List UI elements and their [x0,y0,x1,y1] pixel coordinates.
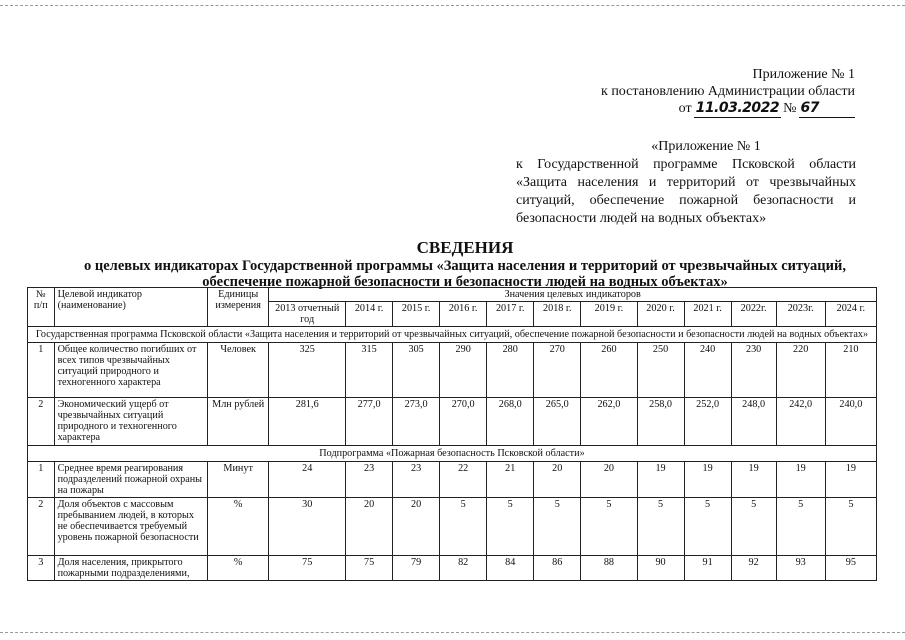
header-unit: Единицы измерения [207,288,268,327]
row-value: 24 [269,462,346,498]
row-value: 242,0 [776,398,825,446]
document-heading [60,238,870,290]
year-header: 2022г. [731,302,776,327]
row-unit: Человек [207,343,268,398]
row-value: 23 [346,462,393,498]
order-date-handwritten: 11.03.2022 [695,100,780,116]
row-number: 1 [28,462,55,498]
program-reference-block [516,138,856,228]
row-value: 92 [731,556,776,581]
row-value: 90 [637,556,684,581]
row-value: 230 [731,343,776,398]
year-header: 2023г. [776,302,825,327]
table-row [28,556,877,581]
appendix-decree-line: к постановлению Администрации области [601,84,855,99]
row-value: 248,0 [731,398,776,446]
row-value: 20 [346,498,393,556]
year-header: 2013 отчетный год [269,302,346,327]
indicators-table [27,287,877,581]
year-header: 2014 г. [346,302,393,327]
year-header: 2024 г. [825,302,876,327]
row-value: 20 [534,462,581,498]
row-number: 2 [28,398,55,446]
heading-title: СВЕДЕНИЯ [416,238,514,257]
row-value: 19 [731,462,776,498]
header-values: Значения целевых индикаторов [269,288,877,302]
row-value: 270 [534,343,581,398]
row-value: 325 [269,343,346,398]
table-row [28,343,877,398]
row-indicator: Доля объектов с массовым пребыванием людей, в которых не обеспечивается требуемый уровень пожарной безопасности [54,498,207,556]
row-value: 5 [440,498,487,556]
row-unit: % [207,556,268,581]
row-value: 220 [776,343,825,398]
row-value: 22 [440,462,487,498]
program-appendix-text: к Государственной программе Псковской области «Защита населения и территорий от чрезвычайных ситуаций, обеспечение пожарной безопасности и безопасности людей на водных объектах» [516,157,856,226]
year-header: 2021 г. [684,302,731,327]
row-value: 260 [581,343,637,398]
row-value: 5 [534,498,581,556]
table-row [28,462,877,498]
table-header-row [28,288,877,302]
row-indicator: Среднее время реагирования подразделений пожарной охраны на пожары [54,462,207,498]
row-value: 20 [581,462,637,498]
table-row [28,498,877,556]
row-value: 262,0 [581,398,637,446]
row-value: 5 [731,498,776,556]
row-value: 5 [487,498,534,556]
row-value: 19 [637,462,684,498]
order-prefix: от [678,101,692,116]
row-value: 30 [269,498,346,556]
row-number: 2 [28,498,55,556]
row-value: 268,0 [487,398,534,446]
header-number: № п/п [28,288,55,327]
year-header: 2018 г. [534,302,581,327]
program-appendix-title: «Приложение № 1 [651,139,761,154]
year-header: 2015 г. [393,302,440,327]
order-number-label: № [783,101,797,116]
row-unit: % [207,498,268,556]
order-line [601,100,855,118]
row-value: 240 [684,343,731,398]
year-header: 2019 г. [581,302,637,327]
row-value: 281,6 [269,398,346,446]
row-value: 258,0 [637,398,684,446]
row-value: 19 [684,462,731,498]
row-value: 5 [684,498,731,556]
row-value: 79 [393,556,440,581]
row-value: 5 [581,498,637,556]
row-unit: Минут [207,462,268,498]
row-value: 20 [393,498,440,556]
year-header: 2017 г. [487,302,534,327]
row-value: 19 [825,462,876,498]
row-value: 5 [776,498,825,556]
row-value: 93 [776,556,825,581]
row-value: 277,0 [346,398,393,446]
subprogram-section-row [28,446,877,462]
row-value: 21 [487,462,534,498]
year-header: 2020 г. [637,302,684,327]
heading-subtitle: о целевых индикаторах Государственной программы «Защита населения и территорий от чрезвычайных ситуаций, обеспечение пожарной безопасности и безопасности людей на водных объектах» [84,258,846,290]
program-section-row [28,327,877,343]
row-value: 252,0 [684,398,731,446]
row-value: 19 [776,462,825,498]
subprogram-section-title: Подпрограмма «Пожарная безопасность Псковской области» [28,446,877,462]
row-indicator: Общее количество погибших от всех типов чрезвычайных ситуаций природного и техногенного характера [54,343,207,398]
row-value: 265,0 [534,398,581,446]
row-value: 315 [346,343,393,398]
scan-top-edge [0,0,905,6]
row-value: 273,0 [393,398,440,446]
appendix-title: Приложение № 1 [752,67,855,82]
row-value: 91 [684,556,731,581]
row-value: 210 [825,343,876,398]
row-value: 250 [637,343,684,398]
row-value: 5 [637,498,684,556]
table-row [28,398,877,446]
scan-bottom-edge [0,632,905,633]
row-value: 23 [393,462,440,498]
row-value: 5 [825,498,876,556]
row-value: 84 [487,556,534,581]
row-value: 270,0 [440,398,487,446]
row-indicator: Доля населения, прикрытого пожарными подразделениями, [54,556,207,581]
program-section-title: Государственная программа Псковской области «Защита населения и территорий от чрезвычайных ситуаций, обеспечение пожарной безопасности и безопасности людей на водных объектах» [28,327,877,343]
row-unit: Млн рублей [207,398,268,446]
order-number-handwritten: 67 [799,100,855,118]
header-indicator: Целевой индикатор (наименование) [54,288,207,327]
row-value: 75 [269,556,346,581]
row-number: 3 [28,556,55,581]
row-value: 95 [825,556,876,581]
row-value: 290 [440,343,487,398]
row-value: 86 [534,556,581,581]
row-value: 280 [487,343,534,398]
row-number: 1 [28,343,55,398]
appendix-block [601,66,855,118]
year-header: 2016 г. [440,302,487,327]
row-indicator: Экономический ущерб от чрезвычайных ситуаций природного и техногенного характера [54,398,207,446]
row-value: 305 [393,343,440,398]
row-value: 75 [346,556,393,581]
row-value: 88 [581,556,637,581]
row-value: 240,0 [825,398,876,446]
row-value: 82 [440,556,487,581]
